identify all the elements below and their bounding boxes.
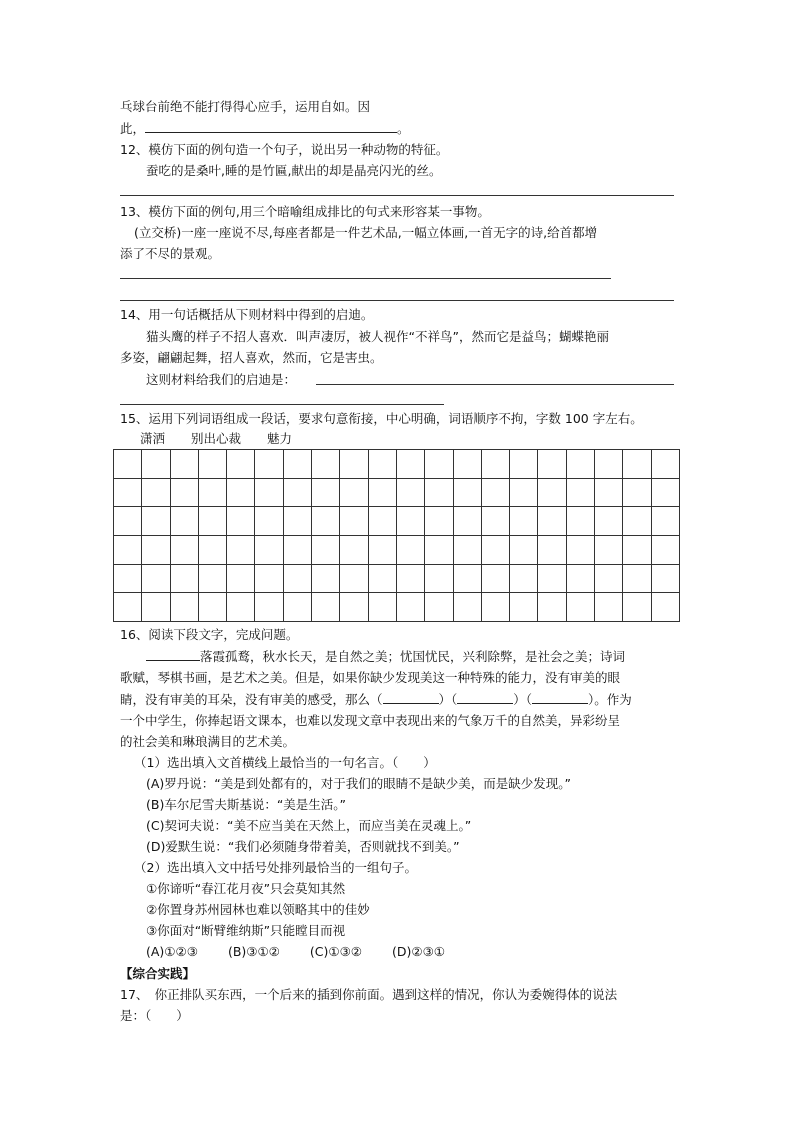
grid-cell[interactable] <box>227 565 255 594</box>
grid-cell[interactable] <box>227 593 255 622</box>
q16-sub2-choice-a[interactable]: (A)①②③ <box>146 944 198 959</box>
q11-line1: 乓球台前绝不能打得得心应手，运用自如。因 <box>120 99 371 114</box>
section-title: 【综合实践】 <box>120 966 196 981</box>
q17-line2: 是：（ ） <box>120 1008 189 1023</box>
q15-title: 15、运用下列词语组成一段话，要求句意衔接，中心明确，词语顺序不拘，字数 100 字左右。 <box>120 411 643 426</box>
grid-cell[interactable] <box>369 507 397 536</box>
grid-cell[interactable] <box>567 507 595 536</box>
grid-cell[interactable] <box>538 593 566 622</box>
grid-cell[interactable] <box>199 536 227 565</box>
grid-cell[interactable] <box>595 507 623 536</box>
q16-p3b: ）（ <box>438 692 458 707</box>
grid-cell[interactable] <box>255 565 283 594</box>
grid-cell[interactable] <box>567 536 595 565</box>
q11-line2 <box>120 120 410 137</box>
grid-cell[interactable] <box>397 450 425 479</box>
grid-cell[interactable] <box>340 565 368 594</box>
grid-cell[interactable] <box>623 479 651 508</box>
grid-cell[interactable] <box>114 479 142 508</box>
q16-sub2-item-2: ②你置身苏州园林也难以领略其中的佳妙 <box>146 902 370 917</box>
grid-cell[interactable] <box>369 479 397 508</box>
grid-cell[interactable] <box>397 507 425 536</box>
grid-cell[interactable] <box>595 536 623 565</box>
grid-cell[interactable] <box>312 593 340 622</box>
grid-cell[interactable] <box>397 479 425 508</box>
q14-line1: 猫头鹰的样子不招人喜欢．叫声凄厉，被人视作“不祥鸟”，然而它是益鸟；蝴蝶艳丽 <box>146 329 609 344</box>
q16-sub1-option-d[interactable]: (D)爱默生说：“我们必须随身带着美，否则就找不到美。” <box>146 839 460 854</box>
q16-sub2-item-3: ③你面对“断臂维纳斯”只能瞠目而视 <box>146 923 346 938</box>
grid-cell[interactable] <box>312 507 340 536</box>
grid-cell[interactable] <box>255 450 283 479</box>
grid-cell[interactable] <box>171 565 199 594</box>
grid-cell[interactable] <box>425 536 453 565</box>
grid-cell[interactable] <box>340 593 368 622</box>
grid-cell[interactable] <box>510 536 538 565</box>
grid-cell[interactable] <box>652 479 680 508</box>
q16-p3a: 睛，没有审美的耳朵，没有审美的感受，那么（ <box>120 692 383 707</box>
q14-line3 <box>146 372 296 388</box>
q14-prompt: 这则材料给我们的启迪是： <box>146 372 297 387</box>
grid-cell[interactable] <box>312 536 340 565</box>
grid-cell[interactable] <box>595 593 623 622</box>
grid-cell[interactable] <box>142 507 170 536</box>
grid-cell[interactable] <box>652 450 680 479</box>
grid-cell[interactable] <box>454 565 482 594</box>
grid-cell[interactable] <box>538 565 566 594</box>
grid-cell[interactable] <box>340 450 368 479</box>
grid-cell[interactable] <box>227 479 255 508</box>
q16-p1 <box>146 648 625 665</box>
grid-cell[interactable] <box>255 536 283 565</box>
grid-cell[interactable] <box>567 565 595 594</box>
q15-word: 别出心裁 <box>191 431 242 446</box>
grid-cell[interactable] <box>595 565 623 594</box>
grid-cell[interactable] <box>227 536 255 565</box>
q14-answer-line-1[interactable] <box>316 384 674 385</box>
grid-cell[interactable] <box>454 507 482 536</box>
q13-title: 13、模仿下面的例句,用三个暗喻组成排比的句式来形容某一事物。 <box>120 204 490 219</box>
writing-grid[interactable] <box>113 449 680 622</box>
grid-cell[interactable] <box>284 479 312 508</box>
grid-cell[interactable] <box>623 450 651 479</box>
q16-sub1-option-b[interactable]: (B)车尔尼雪夫斯基说：“美是生活。” <box>146 797 347 812</box>
grid-cell[interactable] <box>595 479 623 508</box>
grid-cell[interactable] <box>397 536 425 565</box>
grid-cell[interactable] <box>199 507 227 536</box>
grid-cell[interactable] <box>255 593 283 622</box>
grid-cell[interactable] <box>510 507 538 536</box>
q14-answer-line-2[interactable] <box>120 404 444 405</box>
q16-sub2-choice-b[interactable]: (B)③①② <box>227 944 280 959</box>
grid-cell[interactable] <box>312 450 340 479</box>
grid-cell[interactable] <box>284 450 312 479</box>
grid-cell[interactable] <box>510 450 538 479</box>
q17-line1: 17、 你正排队买东西，一个后来的插到你前面。遇到这样的情况，你认为委婉得体的说法 <box>120 987 618 1002</box>
grid-cell[interactable] <box>567 593 595 622</box>
grid-cell[interactable] <box>482 450 510 479</box>
q16-p1-text: 落霞孤鹜，秋水长天，是自然之美；忧国忧民，兴利除弊，是社会之美；诗词 <box>200 649 626 664</box>
q16-sub2-choice-c[interactable]: (C)①③② <box>309 944 362 959</box>
grid-cell[interactable] <box>425 479 453 508</box>
grid-cell[interactable] <box>227 507 255 536</box>
grid-cell[interactable] <box>114 536 142 565</box>
grid-cell[interactable] <box>567 450 595 479</box>
q15-word: 潇洒 <box>140 431 166 446</box>
q16-sub1-option-c[interactable]: (C)契诃夫说：“美不应当美在天然上，而应当美在灵魂上。” <box>146 818 472 833</box>
grid-cell[interactable] <box>171 479 199 508</box>
grid-cell[interactable] <box>538 536 566 565</box>
grid-cell[interactable] <box>114 507 142 536</box>
grid-cell[interactable] <box>482 565 510 594</box>
q12-answer-line[interactable] <box>120 195 674 196</box>
grid-cell[interactable] <box>369 565 397 594</box>
grid-cell[interactable] <box>454 479 482 508</box>
grid-cell[interactable] <box>114 593 142 622</box>
q16-sub2-item-1: ①你谛听“春江花月夜”只会莫知其然 <box>146 881 346 896</box>
q12-example: 蚕吃的是桑叶,睡的是竹匾,献出的却是晶亮闪光的丝。 <box>146 163 442 178</box>
grid-cell[interactable] <box>312 565 340 594</box>
grid-cell[interactable] <box>227 450 255 479</box>
grid-cell[interactable] <box>510 565 538 594</box>
grid-cell[interactable] <box>369 450 397 479</box>
q16-p5: 的社会美和琳琅满目的艺术美。 <box>120 734 296 749</box>
grid-cell[interactable] <box>652 536 680 565</box>
q16-bracket-blank-3[interactable] <box>532 691 588 704</box>
q13-answer-line-2[interactable] <box>120 300 674 301</box>
grid-cell[interactable] <box>284 593 312 622</box>
grid-cell[interactable] <box>397 565 425 594</box>
q15-words <box>140 431 292 447</box>
grid-cell[interactable] <box>142 479 170 508</box>
q16-sub2-choice-d[interactable]: (D)②③① <box>392 944 445 959</box>
grid-cell[interactable] <box>340 507 368 536</box>
q13-line2: 添了不尽的景观。 <box>120 246 221 261</box>
grid-cell[interactable] <box>623 593 651 622</box>
grid-cell[interactable] <box>652 565 680 594</box>
q13-answer-line-1[interactable] <box>120 278 611 279</box>
grid-cell[interactable] <box>340 536 368 565</box>
grid-cell[interactable] <box>595 450 623 479</box>
grid-cell[interactable] <box>510 479 538 508</box>
grid-cell[interactable] <box>114 450 142 479</box>
q15-word: 魅力 <box>267 431 293 446</box>
q11-line2-start: 此， <box>120 121 146 136</box>
grid-cell[interactable] <box>482 507 510 536</box>
grid-cell[interactable] <box>284 507 312 536</box>
grid-cell[interactable] <box>538 479 566 508</box>
q16-bracket-blank-2[interactable] <box>457 691 513 704</box>
grid-cell[interactable] <box>255 507 283 536</box>
grid-cell[interactable] <box>538 450 566 479</box>
grid-cell[interactable] <box>199 479 227 508</box>
q16-title: 16、阅读下段文字，完成问题。 <box>120 627 299 642</box>
q16-sub2-title: （2）选出填入文中括号处排列最恰当的一组句子。 <box>134 860 417 875</box>
grid-cell[interactable] <box>567 479 595 508</box>
grid-cell[interactable] <box>171 507 199 536</box>
q14-line2: 多姿，翩翩起舞，招人喜欢，然而，它是害虫。 <box>120 350 383 365</box>
grid-cell[interactable] <box>199 593 227 622</box>
grid-cell[interactable] <box>482 536 510 565</box>
q11-answer-blank[interactable] <box>145 120 397 133</box>
grid-cell[interactable] <box>171 450 199 479</box>
grid-cell[interactable] <box>623 536 651 565</box>
grid-cell[interactable] <box>199 450 227 479</box>
q16-p4: 一个中学生，你捧起语文课本，也难以发现文章中表现出来的气象万千的自然美，异彩纷呈 <box>120 713 621 728</box>
grid-cell[interactable] <box>142 565 170 594</box>
grid-cell[interactable] <box>142 450 170 479</box>
grid-cell[interactable] <box>623 507 651 536</box>
grid-cell[interactable] <box>454 536 482 565</box>
q16-sub1-option-a[interactable]: (A)罗丹说：“美是到处都有的，对于我们的眼睛不是缺少美，而是缺少发现。” <box>146 776 572 791</box>
grid-cell[interactable] <box>623 565 651 594</box>
grid-cell[interactable] <box>284 536 312 565</box>
grid-cell[interactable] <box>482 593 510 622</box>
grid-cell[interactable] <box>425 593 453 622</box>
grid-cell[interactable] <box>482 479 510 508</box>
q16-quote-blank[interactable] <box>146 648 200 661</box>
grid-cell[interactable] <box>142 593 170 622</box>
q16-bracket-blank-1[interactable] <box>383 691 439 704</box>
grid-cell[interactable] <box>369 536 397 565</box>
q16-p3d: ）。作为 <box>588 692 632 707</box>
grid-cell[interactable] <box>425 565 453 594</box>
grid-cell[interactable] <box>369 593 397 622</box>
grid-cell[interactable] <box>255 479 283 508</box>
grid-cell[interactable] <box>340 479 368 508</box>
q16-p2: 歌赋，琴棋书画，是艺术之美。但是，如果你缺少发现美这一种特殊的能力，没有审美的眼 <box>120 670 621 685</box>
grid-cell[interactable] <box>199 565 227 594</box>
q11-line2-end: 。 <box>397 121 410 136</box>
grid-cell[interactable] <box>171 536 199 565</box>
grid-cell[interactable] <box>142 536 170 565</box>
q13-line1: (立交桥)一座一座说不尽,每座者都是一件艺术品,一幅立体画,一首无字的诗,给首都增 <box>134 225 598 240</box>
grid-cell[interactable] <box>510 593 538 622</box>
q16-sub2-choices <box>146 944 445 960</box>
grid-cell[interactable] <box>652 593 680 622</box>
q16-sub1-title: （1）选出填入文首横线上最恰当的一句名言。（ ） <box>134 755 436 770</box>
grid-cell[interactable] <box>425 507 453 536</box>
q12-title: 12、模仿下面的例句造一个句子，说出另一种动物的特征。 <box>120 142 449 157</box>
grid-cell[interactable] <box>114 565 142 594</box>
q16-p3c: ）（ <box>513 692 533 707</box>
grid-cell[interactable] <box>538 507 566 536</box>
grid-cell[interactable] <box>454 450 482 479</box>
q14-title: 14、用一句话概括从下则材料中得到的启迪。 <box>120 307 374 322</box>
grid-cell[interactable] <box>284 565 312 594</box>
grid-cell[interactable] <box>397 593 425 622</box>
grid-cell[interactable] <box>652 507 680 536</box>
grid-cell[interactable] <box>312 479 340 508</box>
q16-p3 <box>120 691 632 708</box>
grid-cell[interactable] <box>454 593 482 622</box>
grid-cell[interactable] <box>171 593 199 622</box>
grid-cell[interactable] <box>425 450 453 479</box>
